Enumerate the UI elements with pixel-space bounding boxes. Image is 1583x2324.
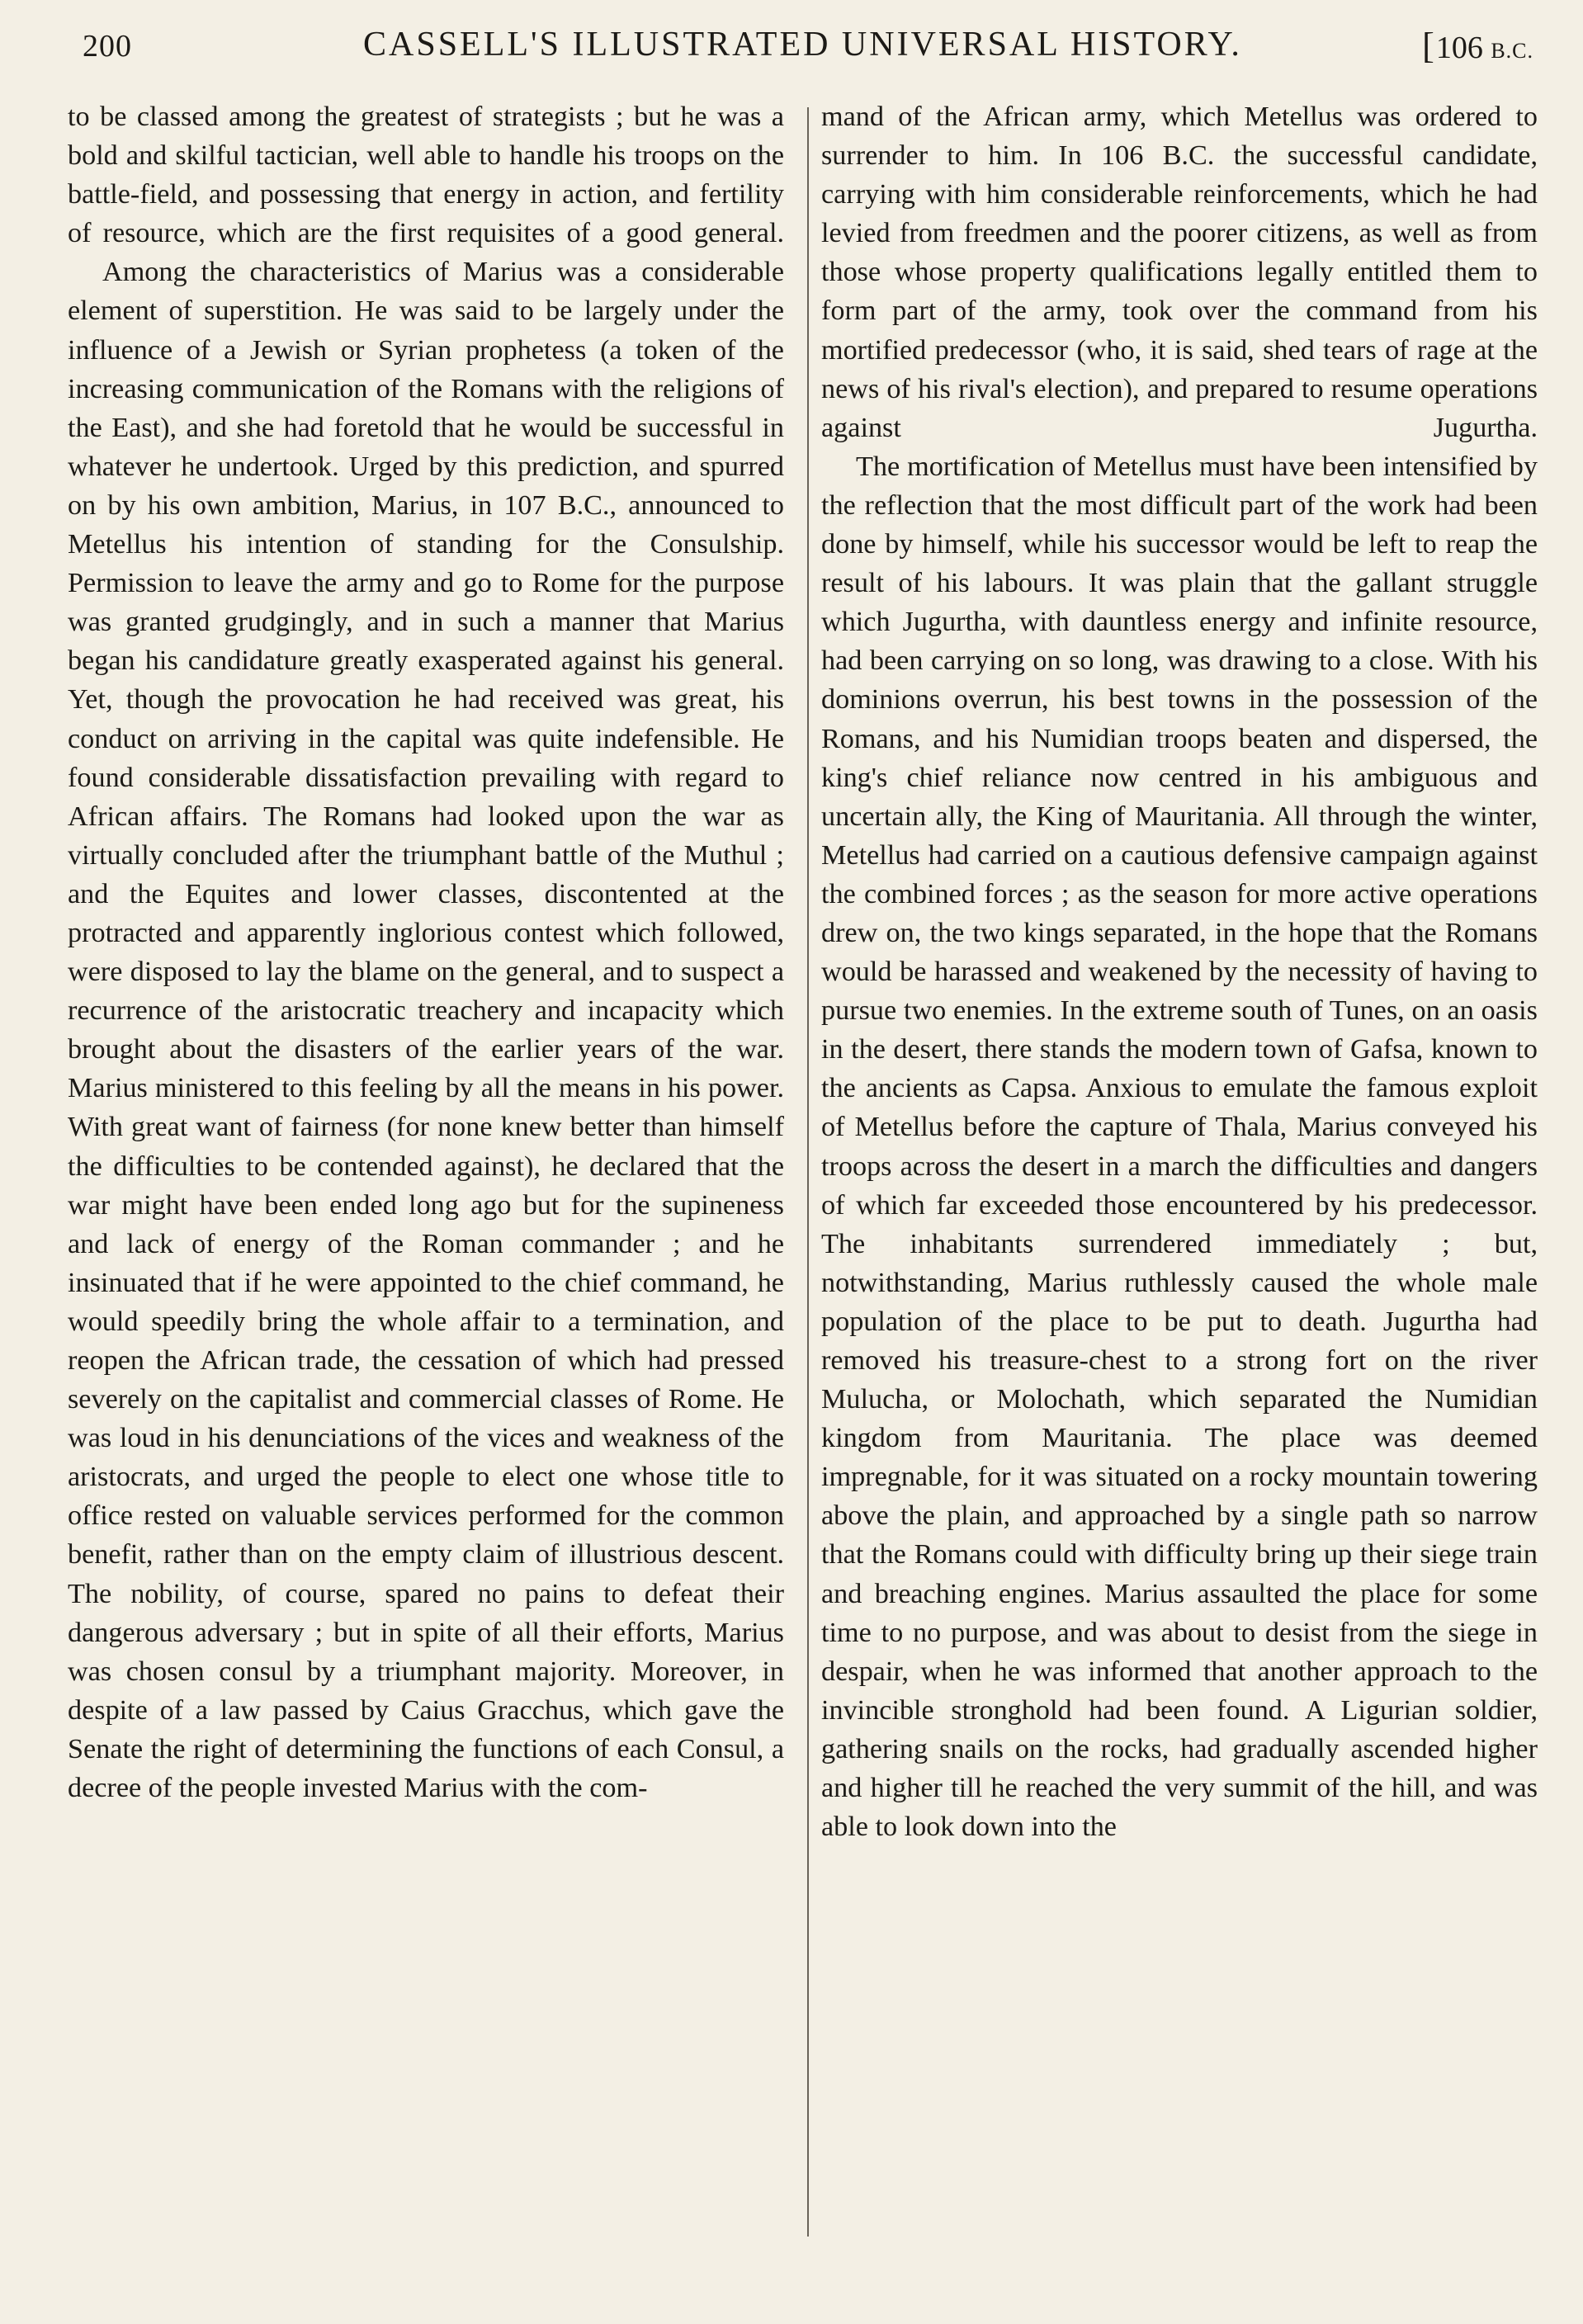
right-column (821, 97, 1538, 1846)
running-title: CASSELL'S ILLUSTRATED UNIVERSAL HISTORY. (363, 26, 1242, 64)
right-paragraph-2: The mortification of Metellus must have been intensified by the reflection that the most difficult part of the work had been done by himself, while his successor would be left to reap the result of his labours. It was plain that the gallant struggle which Jugurtha, with dauntless energy and infinite resource, had been carrying on so long, was drawing to a close. With his dominions overrun, his best towns in the possession of the Romans, and his Numidian troops beaten and dispersed, the king's chief reliance now centred in his ambiguous and uncertain ally, the King of Mauritania. All through the winter, Metellus had carried on a cautious defensive campaign against the combined forces ; as the season for more active operations drew on, the two kings separated, in the hope that the Romans would be harassed and weakened by the necessity of having to pursue two enemies. In the extreme south of Tunes, on an oasis in the desert, there stands the modern town of Gafsa, known to the ancients as Capsa. Anxious to emulate the famous exploit of Metellus before the capture of Thala, Marius conveyed his troops across the desert in a march the difficulties and dangers of which far exceeded those encountered by his predecessor. The inhabitants surrendered immediately ; but, notwithstanding, Marius ruthlessly caused the whole male population of the place to be put to death. Jugurtha had removed his treasure-chest to a strong fort on the river Mulucha, or Molochath, which separated the Numidian kingdom from Mauritania. The place was deemed impregnable, for it was situated on a rocky mountain towering above the plain, and approached by a single path so narrow that the Romans could with difficulty bring up their siege train and breaching engines. Marius assaulted the place for some time to no purpose, and was about to desist from the siege in despair, when he was informed that another approach to the invincible stronghold had been found. A Ligurian soldier, gathering snails on the rocks, had gradually ascended higher and higher till he reached the very summit of the hill, and was able to look down into the (821, 451, 1538, 1843)
column-divider (807, 107, 809, 2237)
date-marker (1422, 25, 1533, 67)
page-header (83, 25, 1533, 74)
date-era: B.C. (1491, 39, 1533, 63)
date-bracket: [ (1422, 26, 1434, 66)
right-paragraph-1: mand of the African army, which Metellus was ordered to surrender to him. In 106 B.C. the successful candidate, carrying with him considerable reinforcements, which he had levied from freedmen and the poorer citizens, as well as from those whose property qualifications legally entitled them to form part of the army, took over the command from his mortified predecessor (who, it is said, shed tears of rage at the news of his rival's election), and prepared to resume operations against Jugurtha. (821, 102, 1538, 443)
left-column (68, 97, 784, 1807)
left-paragraph-2: Among the characteristics of Marius was a considerable element of superstition. He was said to be largely under the influence of a Jewish or Syrian prophetess (a token of the increasing communication of the Romans with the religions of the East), and she had foretold that he would be successful in whatever he undertook. Urged by this prediction, and spurred on by his own ambition, Marius, in 107 B.C., announced to Metellus his intention of standing for the Consulship. Permission to leave the army and go to Rome for the purpose was granted grudgingly, and in such a manner that Marius began his candidature greatly exasperated against his general. Yet, though the provocation he had received was great, his conduct on arriving in the capital was quite indefensible. He found considerable dissatisfaction prevailing with regard to African affairs. The Romans had looked upon the war as virtually concluded after the triumphant battle of the Muthul ; and the Equites and lower classes, discontented at the protracted and apparently inglorious contest which followed, were disposed to lay the blame on the general, and to suspect a recurrence of the aristocratic treachery and incapacity which brought about the disasters of the earlier years of the war. Marius ministered to this feeling by all the means in his power. With great want of fairness (for none knew better than himself the difficulties to be contended against), he declared that the war might have been ended long ago but for the supineness and lack of energy of the Roman commander ; and he insinuated that if he were appointed to the chief command, he would speedily bring the whole affair to a termination, and reopen the African trade, the cessation of which had pressed severely on the capitalist and commercial classes of Rome. He was loud in his denunciations of the vices and weakness of the aristocrats, and urged the people to elect one whose title to office rested on valuable services performed for the common benefit, rather than on the empty claim of illustrious descent. The nobility, of course, spared no pains to defeat their dangerous adversary ; but in spite of all their efforts, Marius was chosen consul by a triumphant majority. Moreover, in despite of a law passed by Caius Gracchus, which gave the Senate the right of determining the functions of each Consul, a decree of the people invested Marius with the com- (68, 257, 784, 1804)
date-number: 106 (1435, 31, 1483, 65)
page-number: 200 (83, 29, 132, 64)
left-paragraph-1: to be classed among the greatest of strategists ; but he was a bold and skilful tactician, well able to handle his troops on the battle-field, and possessing that energy in action, and fertility of resource, which are the first requisites of a good general. (68, 102, 784, 249)
